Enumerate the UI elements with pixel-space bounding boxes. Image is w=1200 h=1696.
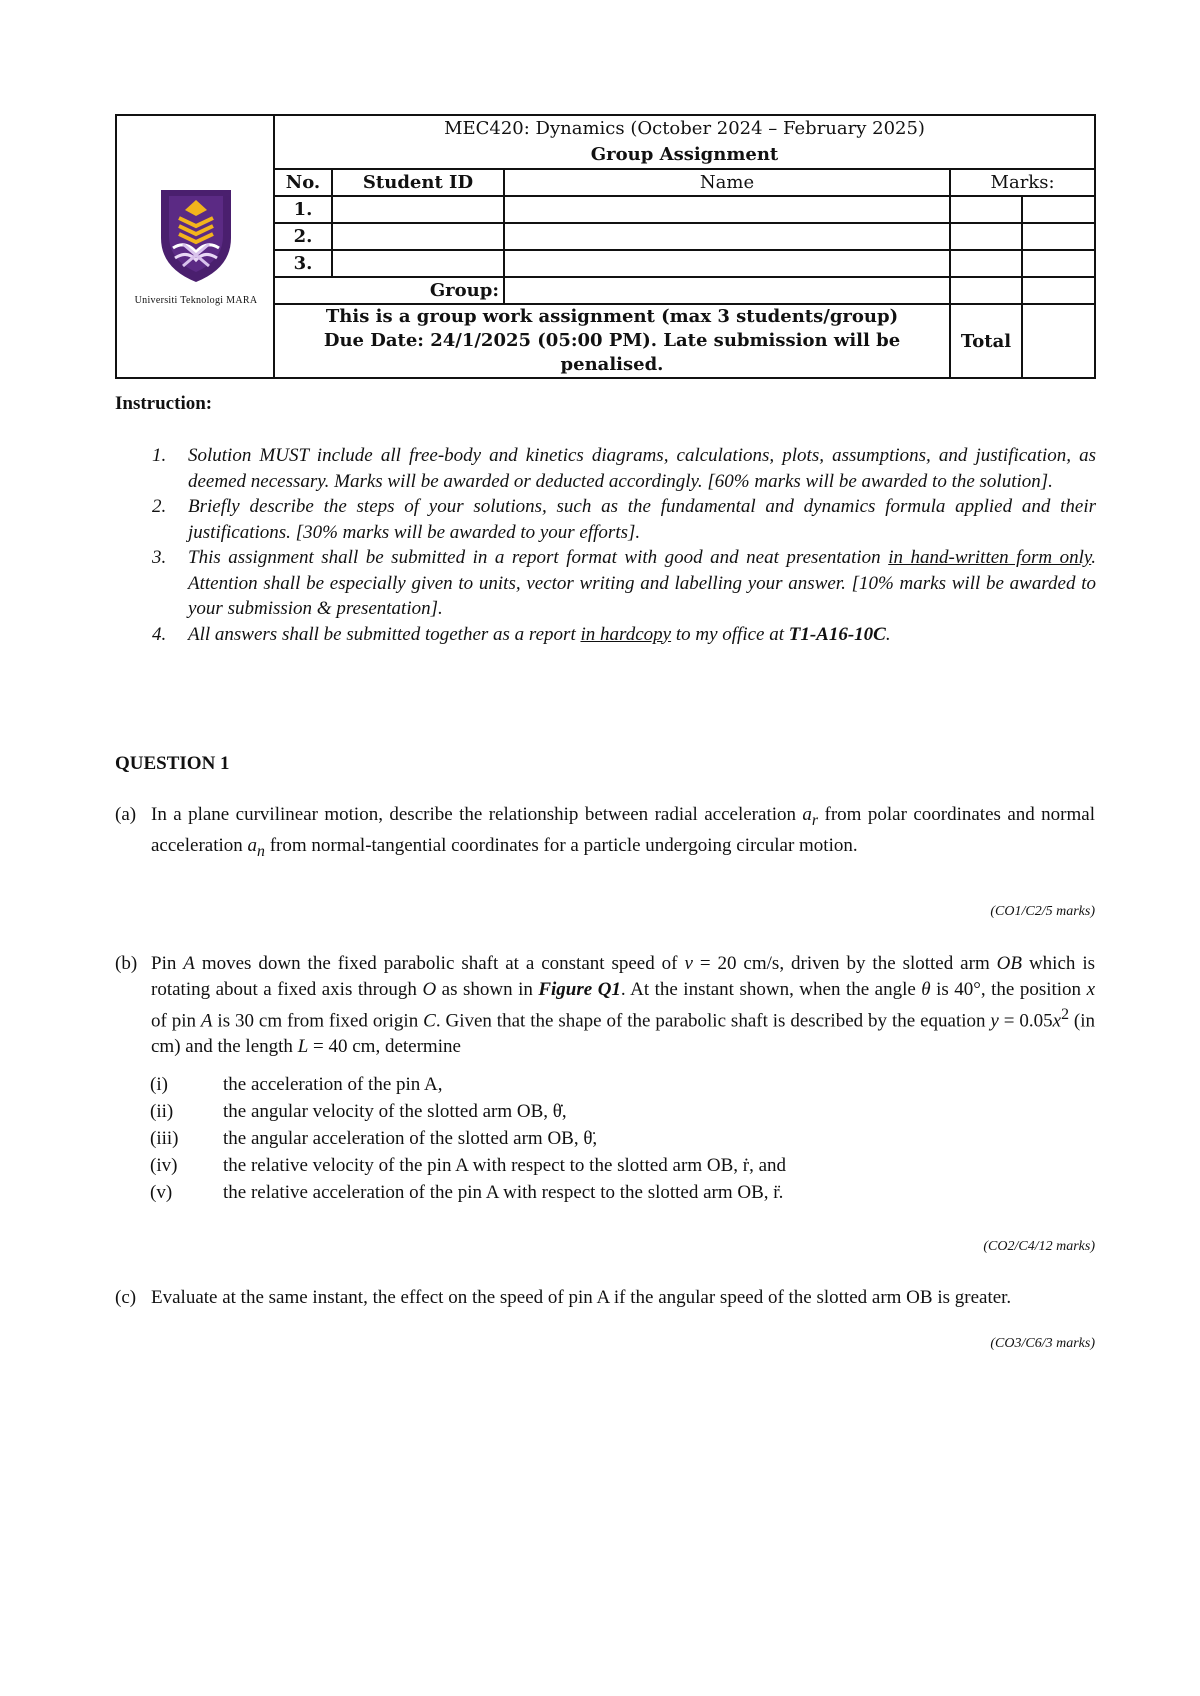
subpart-item xyxy=(150,1125,1050,1152)
title-cell xyxy=(274,115,1095,169)
instruction-text: . xyxy=(885,623,891,645)
header-table xyxy=(115,114,1096,379)
subpart-item xyxy=(150,1098,1050,1125)
part-b-text: Pin A moves down the fixed parabolic shaft at a constant speed of v = 20 cm/s, driven by the slotted arm OB which is rotating about a fixed axis through O as shown in Figure Q1. At the instant shown, when the angle θ is 40°, the position x of pin A is 30 cm from fixed origin C. Given that the shape of the parabolic shaft is described by the equation $y = 0.05x^2$ (in cm) and the length L = 40 cm, determine xyxy=(151,953,1095,1057)
student-name-field[interactable] xyxy=(504,250,950,277)
subpart-number: (v) xyxy=(150,1182,173,1203)
subpart-text: the relative velocity of the pin A with respect to the slotted arm OB, ṙ, and xyxy=(223,1155,786,1176)
instruction-number: 2. xyxy=(152,496,167,517)
subpart-number: (iii) xyxy=(150,1128,179,1149)
instruction-heading: Instruction: xyxy=(115,393,213,414)
university-logo xyxy=(121,186,271,306)
marks-field[interactable] xyxy=(1022,196,1095,223)
instruction-text: Briefly describe the steps of your solutions, such as the fundamental and dynamics formula applied and their justifications. [30% marks will be awarded to your efforts]. xyxy=(188,496,1096,543)
instruction-text: All answers shall be submitted together as a report xyxy=(188,623,581,645)
col-name-header: Name xyxy=(504,169,950,196)
marks-field[interactable] xyxy=(950,250,1022,277)
part-a-text: In a plane curvilinear motion, describe the relationship between radial acceleration $a_r$ from polar coordinates and normal acceleration $a_n$ from normal-tangential coordinates for a particle undergoing circular motion. xyxy=(151,804,1095,861)
question-part-c xyxy=(115,1285,1095,1311)
instruction-list xyxy=(150,443,1096,647)
student-id-field[interactable] xyxy=(332,250,504,277)
submission-note xyxy=(274,304,950,378)
part-c-text: Evaluate at the same instant, the effect on the speed of pin A if the angular speed of the slotted arm OB is greater. xyxy=(151,1287,1012,1308)
instruction-number: 4. xyxy=(152,623,167,645)
instruction-underlined: in hardcopy xyxy=(580,623,672,645)
part-label: (b) xyxy=(115,953,138,974)
course-title: MEC420: Dynamics (October 2024 – February 2025) xyxy=(444,118,925,139)
instruction-item xyxy=(150,494,1096,545)
row-number: 2. xyxy=(274,223,332,250)
part-a-marks: (CO1/C2/5 marks) xyxy=(990,904,1095,919)
instruction-text: This assignment shall be submitted in a report format with good and neat presentation xyxy=(188,547,889,568)
question-part-a xyxy=(115,802,1095,865)
group-field[interactable] xyxy=(504,277,950,304)
subpart-text: the angular acceleration of the slotted arm OB, θ̈, xyxy=(223,1128,598,1149)
instruction-text: to my office at xyxy=(671,623,789,645)
subpart-text: the angular velocity of the slotted arm OB, θ̇, xyxy=(223,1101,567,1122)
subpart-text: the acceleration of the pin A, xyxy=(223,1074,443,1095)
instruction-number: 3. xyxy=(152,547,167,568)
part-b-intro: determine xyxy=(384,1035,461,1057)
due-date-note: Due Date: 24/1/2025 (05:00 PM). Late submission will be penalised. xyxy=(323,330,901,375)
marks-field[interactable] xyxy=(950,196,1022,223)
col-marks-header: Marks: xyxy=(950,169,1095,196)
instruction-text: . Attention shall be especially given to units, vector writing and labelling your answer. [10% marks will be awarded to your submission & presentation]. xyxy=(188,547,1096,619)
subpart-item xyxy=(150,1179,1050,1206)
instruction-item xyxy=(150,443,1096,494)
subpart-item xyxy=(150,1071,1050,1098)
marks-field[interactable] xyxy=(1022,277,1095,304)
subpart-item xyxy=(150,1152,1050,1179)
group-work-note: This is a group work assignment (max 3 students/group) xyxy=(325,306,899,327)
part-b-subparts xyxy=(150,1071,1050,1206)
col-no-header: No. xyxy=(274,169,332,196)
uitm-crest-icon xyxy=(157,186,235,286)
col-student-id-header: Student ID xyxy=(332,169,504,196)
office-location: T1-A16-10C xyxy=(788,623,886,645)
question-part-b xyxy=(115,951,1095,1059)
marks-field[interactable] xyxy=(1022,250,1095,277)
instruction-item xyxy=(150,622,1096,648)
marks-field[interactable] xyxy=(1022,223,1095,250)
group-label: Group: xyxy=(274,277,504,304)
assignment-type: Group Assignment xyxy=(590,144,779,165)
instruction-item xyxy=(150,545,1096,622)
row-number: 3. xyxy=(274,250,332,277)
instruction-underlined: in hand-written form only xyxy=(888,547,1092,568)
logo-cell xyxy=(116,115,274,378)
student-id-field[interactable] xyxy=(332,223,504,250)
logo-caption: Universiti Teknologi MARA xyxy=(134,294,258,306)
student-name-field[interactable] xyxy=(504,196,950,223)
total-marks-field[interactable] xyxy=(1022,304,1095,378)
part-c-marks: (CO3/C6/3 marks) xyxy=(990,1336,1095,1351)
subpart-number: (iv) xyxy=(150,1155,178,1176)
total-label: Total xyxy=(950,304,1022,378)
part-label: (c) xyxy=(115,1287,137,1308)
instruction-number: 1. xyxy=(152,445,167,466)
instruction-text: Solution MUST include all free-body and kinetics diagrams, calculations, plots, assumptions, and justification, as deemed necessary. Marks will be awarded or deducted accordingly. [60% marks will be awarded to the solution]. xyxy=(188,445,1096,492)
part-label: (a) xyxy=(115,804,137,825)
student-name-field[interactable] xyxy=(504,223,950,250)
question-heading: QUESTION 1 xyxy=(115,753,230,774)
part-b-marks: (CO2/C4/12 marks) xyxy=(983,1239,1095,1254)
marks-field[interactable] xyxy=(950,223,1022,250)
marks-field[interactable] xyxy=(950,277,1022,304)
student-id-field[interactable] xyxy=(332,196,504,223)
subpart-text: the relative acceleration of the pin A with respect to the slotted arm OB, r̈. xyxy=(223,1182,784,1203)
row-number: 1. xyxy=(274,196,332,223)
subpart-number: (ii) xyxy=(150,1101,174,1122)
subpart-number: (i) xyxy=(150,1074,168,1095)
